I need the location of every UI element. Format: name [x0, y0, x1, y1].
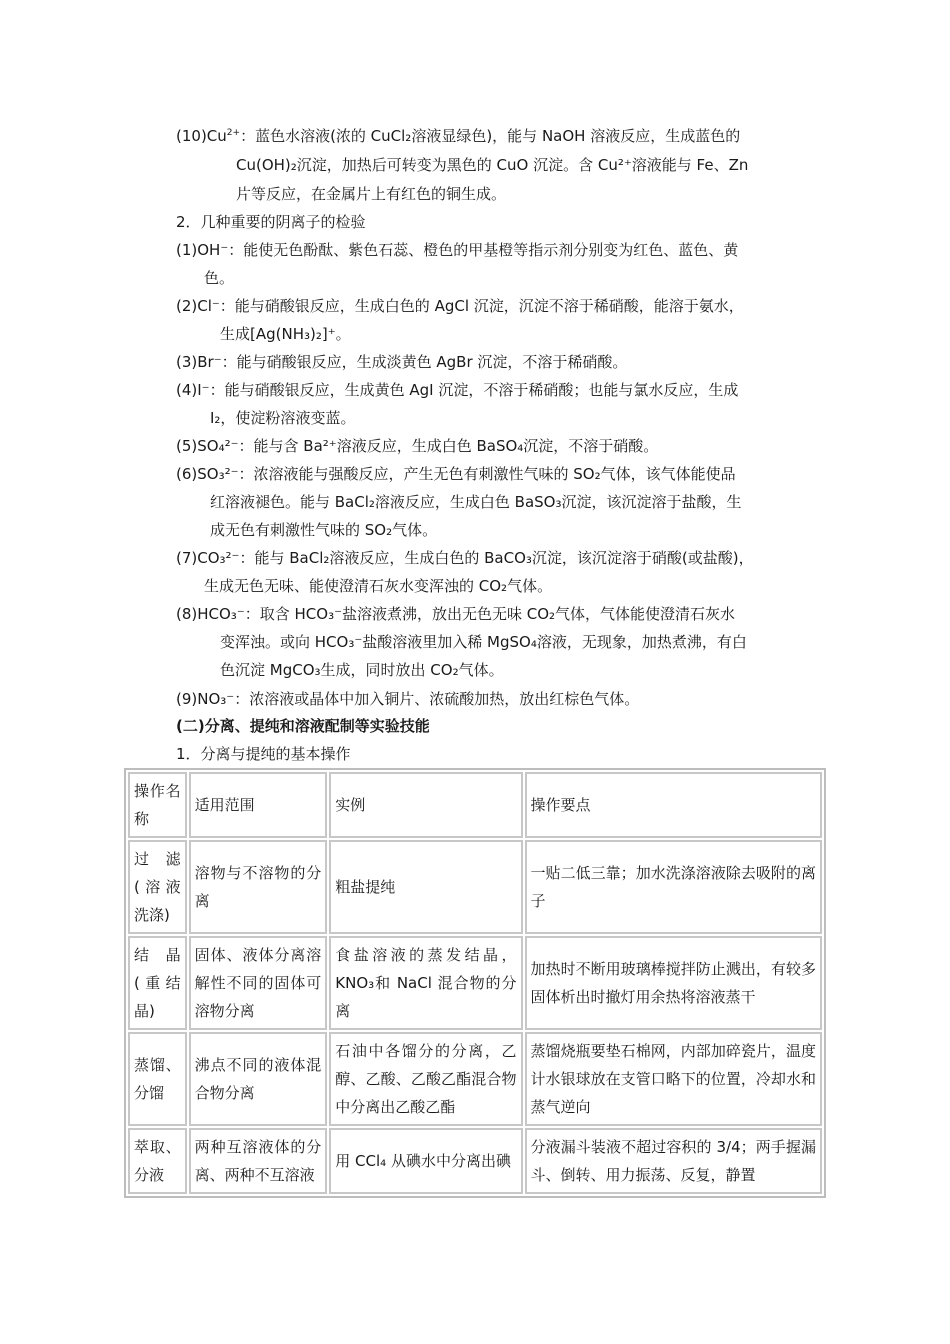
table-cell: 粗盐提纯	[329, 840, 522, 934]
anion-so3-line3: 成无色有刺激性气味的 SO₂气体。	[210, 521, 438, 539]
cation-cu-line1	[176, 122, 816, 150]
table-cell: 两种互溶液体的分离、两种不互溶液	[189, 1128, 328, 1194]
table-header-row	[128, 772, 822, 838]
cation-cu-line2: Cu(OH)₂沉淀，加热后可转变为黑色的 CuO 沉淀。含 Cu²⁺溶液能与 Fe、Zn	[236, 156, 749, 174]
ion-charge: 2+	[226, 128, 241, 138]
table-cell: 加热时不断用玻璃棒搅拌防止溅出，有较多固体析出时撤灯用余热将溶液蒸干	[525, 936, 822, 1030]
anion-heading: 2．几种重要的阴离子的检验	[176, 213, 366, 231]
anion-so3-line2: 红溶液褪色。能与 BaCl₂溶液反应，生成白色 BaSO₃沉淀，该沉淀溶于盐酸，生	[210, 493, 742, 511]
anion-cl-line2: 生成[Ag(NH₃)₂]⁺。	[220, 325, 351, 343]
anion-cl-line1: (2)Cl⁻：能与硝酸银反应，生成白色的 AgCl 沉淀，沉淀不溶于稀硝酸，能溶于氨水，	[176, 297, 744, 315]
table-row	[128, 1032, 822, 1126]
separation-table	[124, 768, 826, 1198]
anion-hco3-line3: 色沉淀 MgCO₃生成，同时放出 CO₂气体。	[220, 661, 504, 679]
anion-hco3-line2: 变浑浊。或向 HCO₃⁻盐酸溶液里加入稀 MgSO₄溶液，无现象，加热煮沸，有白	[220, 633, 747, 651]
table-header-cell: 适用范围	[189, 772, 328, 838]
table-cell: 石油中各馏分的分离，乙醇、乙酸、乙酸乙酯混合物中分离出乙酸乙酯	[329, 1032, 522, 1126]
anion-so4-line1: (5)SO₄²⁻：能与含 Ba²⁺溶液反应，生成白色 BaSO₄沉淀，不溶于硝酸。	[176, 437, 659, 455]
anion-oh-line1: (1)OH⁻：能使无色酚酞、紫色石蕊、橙色的甲基橙等指示剂分别变为红色、蓝色、黄	[176, 241, 739, 259]
anion-hco3-line1: (8)HCO₃⁻：取含 HCO₃⁻盐溶液煮沸，放出无色无味 CO₂气体，气体能使澄清石灰水	[176, 605, 736, 623]
table-cell: 过 滤(溶液洗涤)	[128, 840, 187, 934]
table-row	[128, 840, 822, 934]
anion-co3-line2: 生成无色无味、能使澄清石灰水变浑浊的 CO₂气体。	[204, 577, 553, 595]
table-cell: 沸点不同的液体混合物分离	[189, 1032, 328, 1126]
sub-heading: 1．分离与提纯的基本操作	[176, 745, 351, 763]
table-cell: 食盐溶液的蒸发结晶，KNO₃和 NaCl 混合物的分离	[329, 936, 522, 1030]
anion-br-line1: (3)Br⁻：能与硝酸银反应，生成淡黄色 AgBr 沉淀，不溶于稀硝酸。	[176, 353, 628, 371]
table-cell: 结 晶(重结晶)	[128, 936, 187, 1030]
table-header-cell: 操作名称	[128, 772, 187, 838]
section-heading: (二)分离、提纯和溶液配制等实验技能	[176, 717, 430, 735]
anion-so3-line1: (6)SO₃²⁻：浓溶液能与强酸反应，产生无色有刺激性气味的 SO₂气体，该气体能使品	[176, 465, 736, 483]
table-cell: 一贴二低三靠；加水洗涤溶液除去吸附的离子	[525, 840, 822, 934]
table-cell: 蒸馏烧瓶要垫石棉网，内部加碎瓷片，温度计水银球放在支管口略下的位置，冷却水和蒸气逆向	[525, 1032, 822, 1126]
table-header-cell: 实例	[329, 772, 522, 838]
anion-i-line1: (4)I⁻：能与硝酸银反应，生成黄色 AgI 沉淀，不溶于稀硝酸；也能与氯水反应，生成	[176, 381, 739, 399]
anion-co3-line1: (7)CO₃²⁻：能与 BaCl₂溶液反应，生成白色的 BaCO₃沉淀，该沉淀溶于硝酸(或盐酸)，	[176, 549, 754, 567]
table-row	[128, 936, 822, 1030]
table-cell: 分液漏斗装液不超过容积的 3/4；两手握漏斗、倒转、用力振荡、反复，静置	[525, 1128, 822, 1194]
table-cell: 萃取、分液	[128, 1128, 187, 1194]
table-row	[128, 1128, 822, 1194]
table-cell: 固体、液体分离溶解性不同的固体可溶物分离	[189, 936, 328, 1030]
ion-symbol: Cu	[206, 127, 227, 145]
table-cell: 溶物与不溶物的分离	[189, 840, 328, 934]
table-cell: 用 CCl₄ 从碘水中分离出碘	[329, 1128, 522, 1194]
table-header-cell: 操作要点	[525, 772, 822, 838]
anion-i-line2: I₂，使淀粉溶液变蓝。	[210, 409, 356, 427]
anion-oh-line2: 色。	[204, 269, 235, 287]
table-cell: 蒸馏、分馏	[128, 1032, 187, 1126]
cation-text: ：蓝色水溶液(浓的 CuCl₂溶液显绿色)，能与 NaOH 溶液反应，生成蓝色的	[240, 127, 741, 145]
anion-no3-line1: (9)NO₃⁻：浓溶液或晶体中加入铜片、浓硫酸加热，放出红棕色气体。	[176, 690, 640, 708]
item-number: (10)	[176, 127, 207, 145]
cation-cu-line3: 片等反应，在金属片上有红色的铜生成。	[236, 185, 507, 203]
